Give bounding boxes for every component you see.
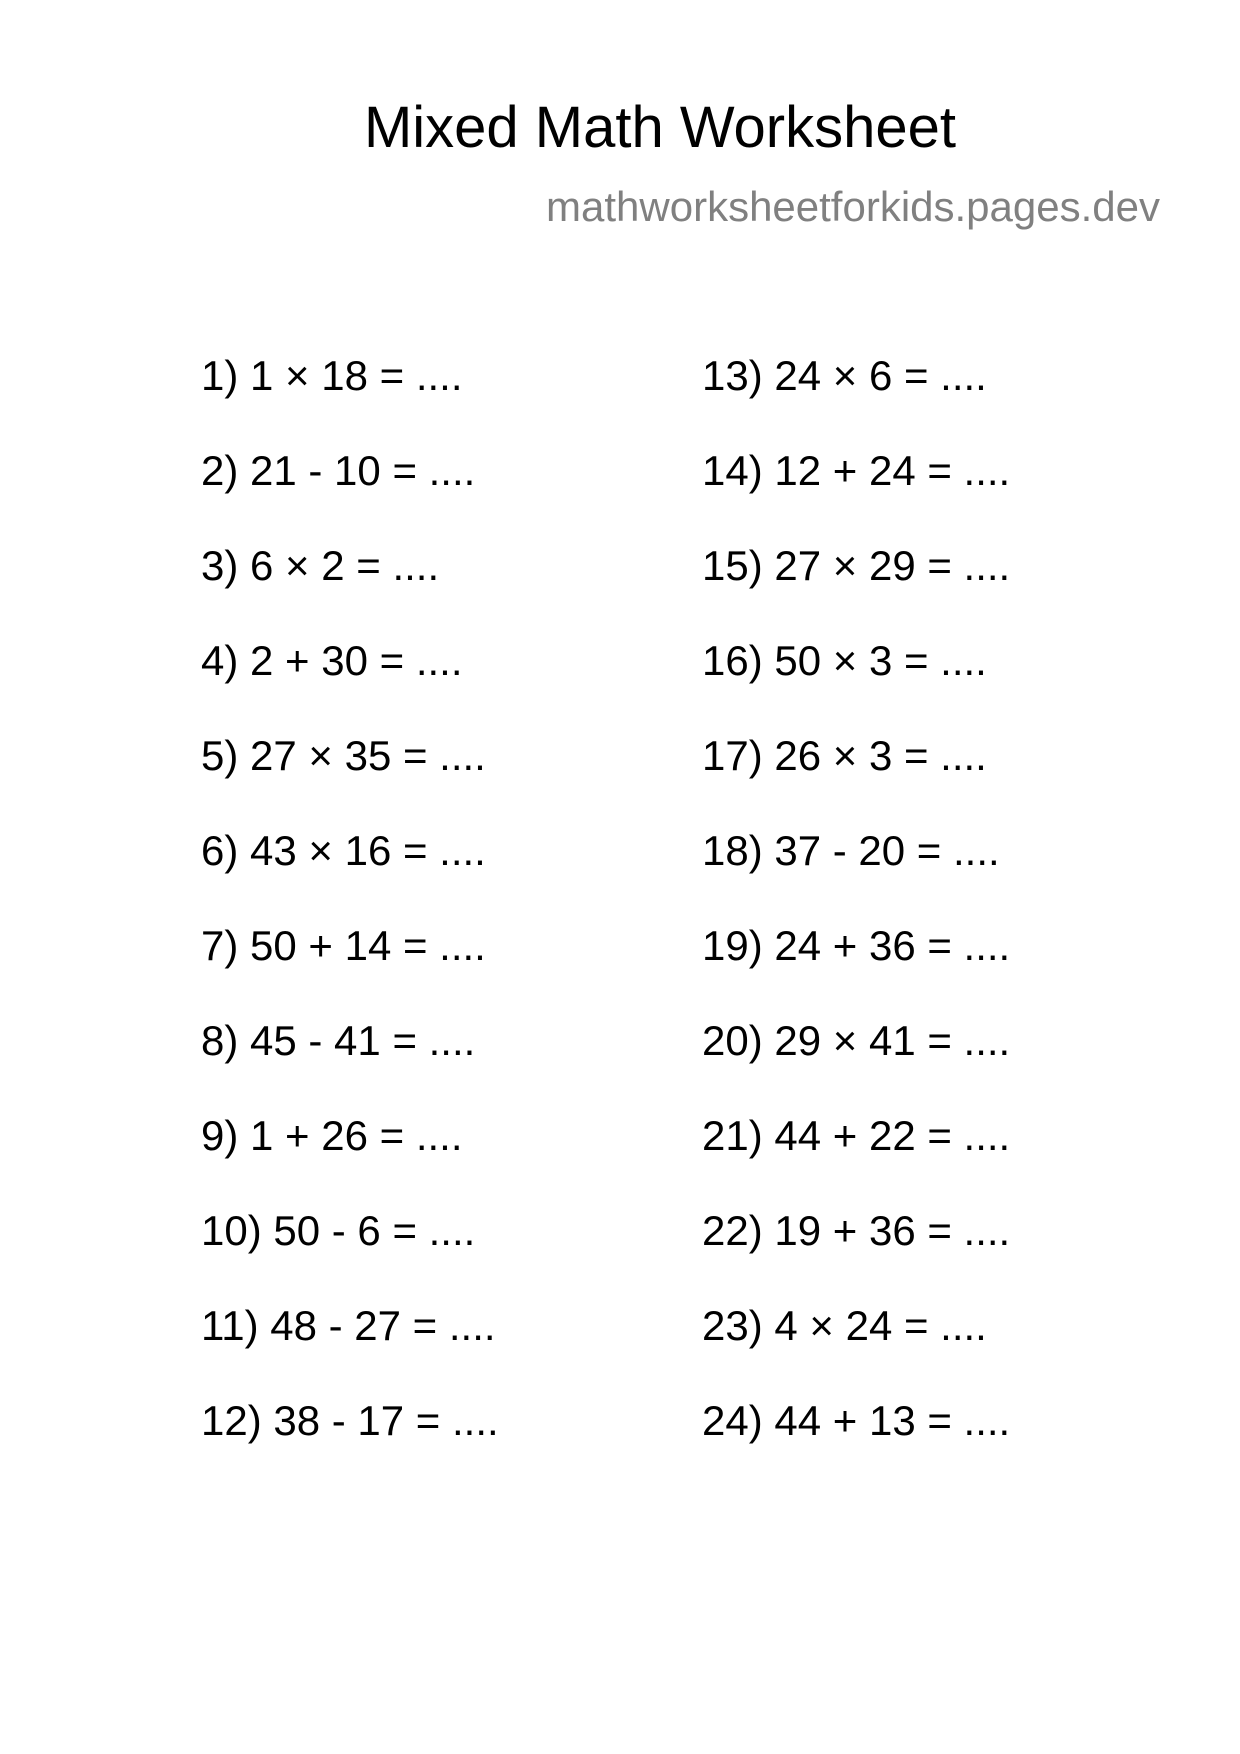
problem-10: 10) 50 - 6 = .... xyxy=(201,1207,476,1254)
problem-23: 23) 4 × 24 = .... xyxy=(702,1302,987,1349)
problem-8: 8) 45 - 41 = .... xyxy=(201,1017,476,1064)
problem-12: 12) 38 - 17 = .... xyxy=(201,1397,499,1444)
problem-5: 5) 27 × 35 = .... xyxy=(201,732,486,779)
problem-1: 1) 1 × 18 = .... xyxy=(201,352,463,399)
problem-7: 7) 50 + 14 = .... xyxy=(201,922,486,969)
problem-9: 9) 1 + 26 = .... xyxy=(201,1112,463,1159)
problem-2: 2) 21 - 10 = .... xyxy=(201,447,476,494)
problems-left-column xyxy=(201,352,499,1492)
problem-14: 14) 12 + 24 = .... xyxy=(702,447,1011,494)
problem-24: 24) 44 + 13 = .... xyxy=(702,1397,1011,1444)
problem-4: 4) 2 + 30 = .... xyxy=(201,637,463,684)
problem-15: 15) 27 × 29 = .... xyxy=(702,542,1011,589)
problem-3: 3) 6 × 2 = .... xyxy=(201,542,440,589)
worksheet-title: Mixed Math Worksheet xyxy=(363,95,957,160)
problem-21: 21) 44 + 22 = .... xyxy=(702,1112,1011,1159)
problem-6: 6) 43 × 16 = .... xyxy=(201,827,486,874)
problem-19: 19) 24 + 36 = .... xyxy=(702,922,1011,969)
problem-18: 18) 37 - 20 = .... xyxy=(702,827,1000,874)
problems-right-column xyxy=(702,352,1010,1492)
problem-17: 17) 26 × 3 = .... xyxy=(702,732,987,779)
problem-11: 11) 48 - 27 = .... xyxy=(201,1302,496,1349)
problem-22: 22) 19 + 36 = .... xyxy=(702,1207,1011,1254)
problem-20: 20) 29 × 41 = .... xyxy=(702,1017,1011,1064)
problem-13: 13) 24 × 6 = .... xyxy=(702,352,987,399)
problem-16: 16) 50 × 3 = .... xyxy=(702,637,987,684)
worksheet-source: mathworksheetforkids.pages.dev xyxy=(546,183,1160,230)
